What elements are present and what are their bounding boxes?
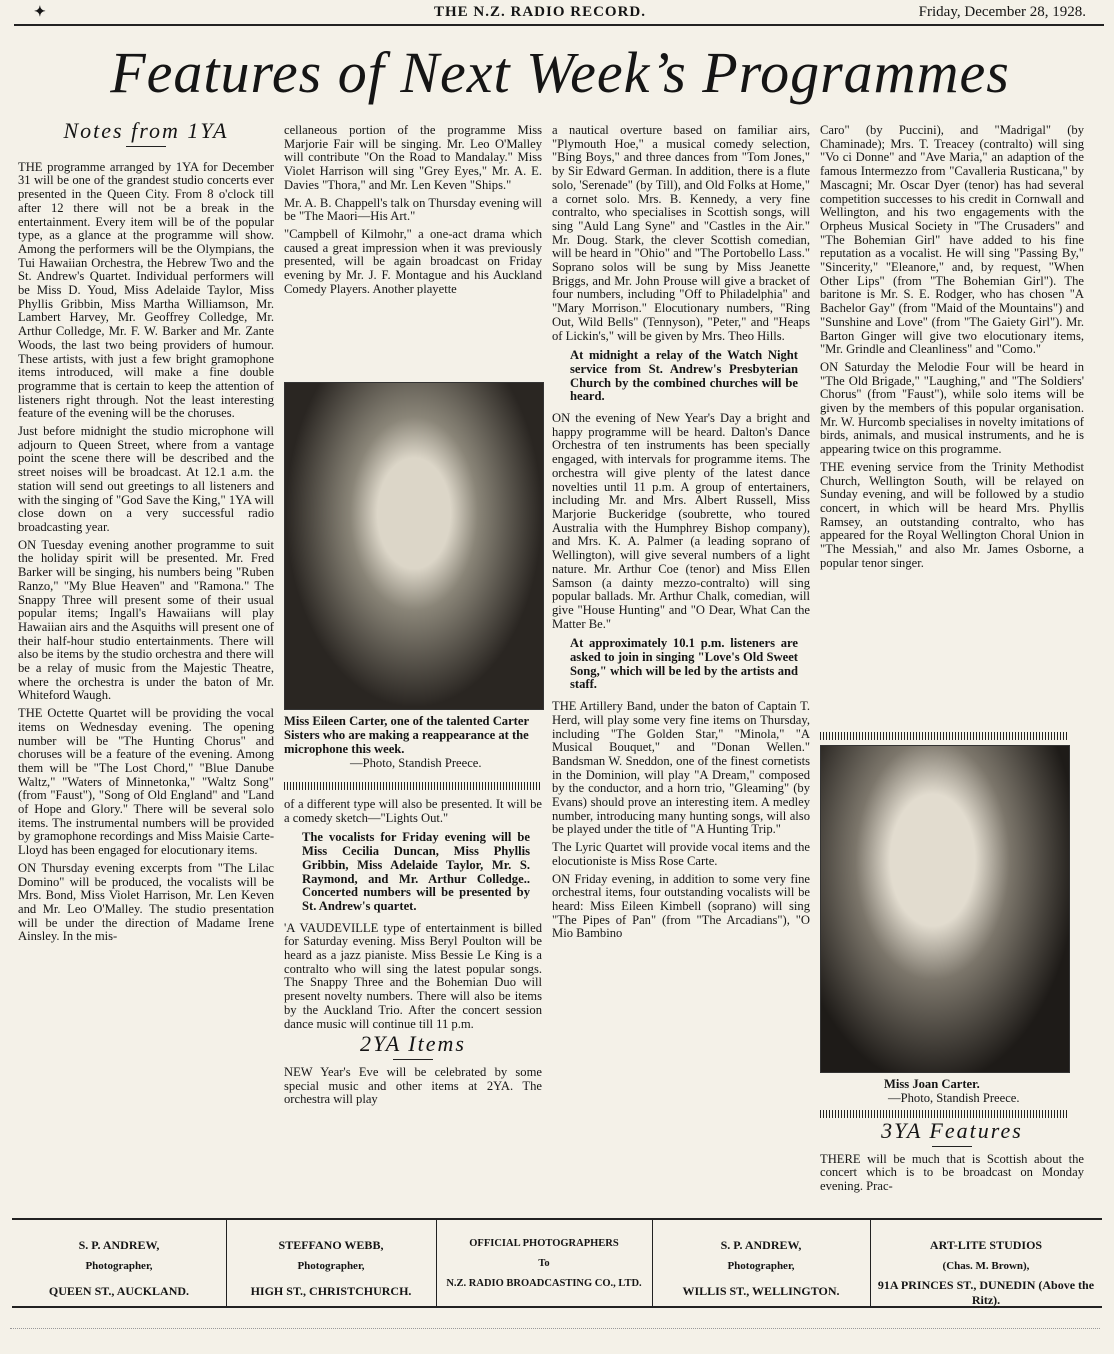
bold-notice: At midnight a relay of the Watch Night service from St. Andrew's Presbyterian Church by the combined churches will be heard.	[570, 348, 798, 404]
paragraph: THE programme arranged by 1YA for December 31 will be one of the grandest studio concerts ever presented in the Queen City. From 8 o'clock till after 12 there will not be a break in the entertainment. Every item will be of the popular type, as a glance at the programme will show. Among the performers will be the Olympians, the Tui Hawaiian Orchestra, the Hebrew Two and the St. Andrew's Quartet. Individual performers will be Miss D. Youd, Miss Adelaide Taylor, Miss Phyllis Gribbin, Miss Martha Williamson, Mr. Lambert Harvey, Mr. Geoffrey Colledge, Mr. Arthur Colledge, Mr. F. W. Barker and Mr. Zante Woods, the last two being providers of humour. These artists, with just a few bright gramophone items introduced, will make a fine double programme that is certain to keep the attention of listeners right through. Not the least interesting feature of the evening will be the choruses.	[18, 159, 274, 421]
advert-line: Photographer,	[297, 1260, 365, 1272]
paragraph: a nautical overture based on familiar airs, "Plymouth Hoe," a musical comedy selection, "Bing Boys," and three dances from "Tom Jones," by Sir Edward German. In addition, there is a flute solo, 'Serenade" (by Till), and Old Folks at Home," a cornet solo. Mrs. B. Kennedy, a very fine contralto, who specialises in Scottish songs, will sing "Auld Lang Syne" and "Castles in the Air." Mr. Doug. Stark, the clever Scottish comedian, will be heard in "Ohio" and "The Portobello Lass." Soprano solos will be sung by Miss Jeanette Briggs, and Mr. John Prouse will give a bracket of four numbers, including "Off to Philadelphia" and "Mary Morrison." Elocutionary numbers, "Ring Out, Wild Bells" (Tennyson), "Peter," and "Heaps of Lickin's," will be given by Mrs. Theo Hills.	[552, 123, 810, 343]
section-heading-1ya: Notes from 1YA	[63, 118, 229, 143]
photo-eileen-carter	[284, 382, 544, 710]
divider	[393, 1059, 433, 1060]
page-headline: Features of Next Week’s Programmes	[110, 40, 1010, 105]
column-2-top	[284, 124, 542, 300]
advert-cell	[12, 1220, 227, 1306]
advert-cell	[870, 1220, 1102, 1306]
advert-line: ART-LITE STUDIOS	[929, 1238, 1043, 1252]
paragraph: Mr. A. B. Chappell's talk on Thursday evening will be "The Maori—His Art."	[284, 195, 542, 224]
advert-cell	[652, 1220, 871, 1306]
paragraph: ON the evening of New Year's Day a bright and happy programme will be heard. Dalton's Dance Orchestra of ten instruments has been specially engaged, with intervals for programme items. The orchestra will give plenty of the latest dance novelties until 11 p.m. A group of entertainers, including Mr. and Mrs. Albert Russell, Miss Marjorie Buckeridge (soubrette, who toured Australia with the Humphrey Bishop company), and Mrs. K. A. Palmer (a leading soprano of Wellington), will give several numbers of a light nature. Mr. Arthur Coe (tenor) and Miss Ellen Samson (a dainty mezzo-contralto) will sing popular ballads. Mr. Arthur Chalk, comedian, will give "House Hunting" and "O Dear, What Can the Matter Be."	[552, 411, 810, 631]
caption-text: Miss Eileen Carter, one of the talented Carter Sisters who are making a reappearance at the microphone this week.	[284, 714, 529, 756]
photo-credit: —Photo, Standish Preece.	[888, 1091, 1020, 1105]
paragraph: THE evening service from the Trinity Methodist Church, Wellington South, will be relayed on Sunday evening, and will be followed by a studio concert, in which will be heard Mrs. Phyllis Ramsey, an outstanding contralto, who has appeared for the Royal Wellington Choral Union in "The Messiah," and also Mr. James Osborne, a popular tenor singer.	[820, 459, 1084, 570]
paragraph: THERE will be much that is Scottish about the concert which is to be broadcast on Monday evening. Prac-	[820, 1151, 1084, 1194]
paragraph: cellaneous portion of the programme Miss Marjorie Fair will be singing. Mr. Leo O'Malley will contribute "On the Road to Mandalay." Miss Violet Harrison will sing "Grey Eyes," Mr. A. E. Davies "Thora," and Mr. Len Keven "Ships."	[284, 123, 542, 192]
advert-cell	[436, 1220, 653, 1306]
paragraph: The Lyric Quartet will provide vocal items and the elocutioniste is Miss Rose Carte.	[552, 840, 810, 868]
paragraph: of a different type will also be presented. It will be a comedy sketch—"Lights Out."	[284, 797, 542, 825]
section-heading-2ya: 2YA Items	[360, 1031, 466, 1057]
advert-line: Photographer,	[85, 1260, 153, 1272]
column-4-top	[820, 124, 1084, 575]
issue-date: Friday, December 28, 1928.	[918, 4, 1086, 20]
advert-line: STEFFANO WEBB,	[278, 1238, 384, 1252]
divider-hatch	[820, 732, 1068, 740]
paragraph: ON Saturday the Melodie Four will be heard in "The Old Brigade," "Laughing," and "The Soldiers' Chorus" (from "Faust"), while solo items will be given by the members of this popular organisation. Mr. W. Hurcomb specialises in novelty imitations of birds, animals, and musical instruments, and he is appearing twice on this programme.	[820, 359, 1084, 457]
photo-credit: —Photo, Standish Preece.	[350, 756, 482, 770]
column-4-bottom	[820, 1120, 1084, 1198]
caption-text: Miss Joan Carter.	[884, 1077, 980, 1091]
advert-line: QUEEN ST., AUCKLAND.	[48, 1284, 190, 1298]
advert-line: HIGH ST., CHRISTCHURCH.	[250, 1284, 412, 1298]
photo-caption	[284, 714, 542, 770]
paragraph: ON Friday evening, in addition to some very fine orchestral items, four outstanding vocalists will be heard: Miss Eileen Kimbell (soprano) will sing "The Pipes of Pan" (from "The Arcadians"), "O Mio Bambino	[552, 871, 810, 941]
photographers-strip	[12, 1218, 1102, 1308]
divider	[126, 146, 166, 147]
advert-line: Photographer,	[727, 1260, 795, 1272]
advert-line: S. P. ANDREW,	[78, 1238, 160, 1252]
bold-notice: The vocalists for Friday evening will be Miss Cecilia Duncan, Miss Phyllis Gribbin, Miss Adelaide Taylor, Mr. S. Raymond, and Mr. Arthur Colledge.. Concerted numbers will be presented by St. Andrew's quartet.	[302, 830, 530, 913]
advert-cell	[226, 1220, 437, 1306]
ornament-icon: ✦	[34, 5, 46, 20]
advert-line: (Chas. M. Brown),	[942, 1260, 1030, 1272]
advert-line: WILLIS ST., WELLINGTON.	[682, 1284, 840, 1298]
publication-name: THE N.Z. RADIO RECORD.	[434, 4, 647, 20]
advert-line: N.Z. RADIO BROADCASTING CO., LTD.	[446, 1278, 642, 1289]
section-heading-3ya: 3YA Features	[881, 1118, 1023, 1143]
column-2-bottom	[284, 798, 542, 1111]
paragraph: NEW Year's Eve will be celebrated by some special music and other items at 2YA. The orchestra will play	[284, 1064, 542, 1107]
divider	[932, 1146, 972, 1147]
advert-line: 91A PRINCES ST., DUNEDIN (Above the Ritz).	[877, 1278, 1095, 1307]
paragraph: ON Tuesday evening another programme to suit the holiday spirit will be presented. Mr. Fred Barker will be singing, his numbers being "Ruben Ranzo," "My Blue Heaven" and "Ramona." The Snappy Three will present some of their usual popular items; Ingall's Hawaiians will play Hawaiian airs and the Asquiths will present one of their half-hour studio entertainments. There will also be items by the studio orchestra and there will be a relay of music from the Majestic Theatre, where the orchestra is under the baton of Mr. Whiteford Waugh.	[18, 537, 274, 703]
masthead	[14, 2, 1104, 26]
bold-notice: At approximately 10.1 p.m. listeners are asked to join in singing "Love's Old Sweet Song," which will be led by the artists and staff.	[570, 636, 798, 692]
advert-line: OFFICIAL PHOTOGRAPHERS	[469, 1238, 619, 1249]
column-3	[552, 124, 810, 945]
divider-hatch	[820, 1110, 1068, 1118]
divider-hatch	[284, 782, 542, 790]
column-1	[18, 118, 274, 948]
paragraph: THE Octette Quartet will be providing the vocal items on Wednesday evening. The opening number will be "The Hunting Chorus" and choruses will be a feature of the evening. Among them will be "The Lost Chord," "Blue Danube Waltz," "Waters of Minnetonka," "Waltz Song" (from "Faust"), "Song of Old England" and "Land of Hope and Glory." There will be several solo items. The instrumental numbers will be provided by gramophone recordings and Miss Maisie Carte-Lloyd has been engaged for elocutionary items.	[18, 706, 275, 858]
page-bottom-edge	[10, 1328, 1100, 1329]
paragraph: 'A VAUDEVILLE type of entertainment is billed for Saturday evening. Miss Beryl Poulton will be heard as a jazz pianiste. Miss Bessie Le King is a contralto who will sing the latest popular songs. The Snappy Three and the Bohemian Duo will present novelty numbers. There will also be items by the Auckland Trio. After the concert session dance music will continue till 11 p.m.	[284, 920, 542, 1031]
paragraph: Caro" (by Puccini), and "Madrigal" (by Chaminade); Mrs. T. Treacey (contralto) will sing "Vo ci Donne" and "Ave Maria," an adaption of the famous Intermezzo from "Cavalleria Rusticana," by Mascagni; Mr. Oscar Dyer (tenor) has had several competition successes to his credit in Cornwall and Wellington, and his two engagements with the Orpheus Musical Society in "The Crusaders" and "The Bohemian Girl" have added to his fine reputation as a vocalist. He will sing "Passing By," "Sincerity," "Eleanore," and, by request, "When Other Lips" (from "The Bohemian Girl"). The baritone is Mr. S. E. Rodger, who has chosen "A Bachelor Gay" (from "Maid of the Mountains") and "Sunshine and Love" (from "The Gaiety Girl"). Mr. Barton Ginger will give two elocutionary items, "Mr. Grindle and Cleanliness" and "Como."	[820, 123, 1084, 357]
paragraph: THE Artillery Band, under the baton of Captain T. Herd, will play some very fine items on Thursday, including "The Golden Star," "Minola," "A Musical Bouquet," and "Donan Wellen." Bandsman W. Sneddon, one of the finest cornetists in the Dominion, will play "A Dream," composed by the conductor, and a horn trio, "Gleaming" (by Evans) should prove an interesting item. A medley number, introducing many hunting songs, will also be played under the title of "A Hunting Trip."	[552, 699, 810, 837]
paragraph: "Campbell of Kilmohr," a one-act drama which caused a great impression when it was previously presented, will be again broadcast on Friday evening by Mr. J. F. Montague and his Auckland Comedy Players. Another playette	[284, 226, 542, 296]
advert-line: S. P. ANDREW,	[720, 1238, 802, 1252]
paragraph: ON Thursday evening excerpts from "The Lilac Domino" will be produced, the vocalists will be Mrs. Bond, Miss Violet Harrison, Mr. Len Keven and Mr. Leo O'Malley. The studio presentation will be under the direction of Madame Irene Ainsley. In the mis-	[18, 860, 274, 944]
photo-caption	[884, 1077, 1084, 1105]
advert-line: To	[538, 1258, 550, 1269]
paragraph: Just before midnight the studio microphone will adjourn to Queen Street, where from a vantage point the scene there will be described and the street noises will be broadcast. At 12.1 a.m. the station will send out greetings to all listeners and with the singing of "God Save the King," 1YA will close down on a very successful radio broadcasting year.	[18, 424, 274, 534]
photo-joan-carter	[820, 745, 1070, 1073]
